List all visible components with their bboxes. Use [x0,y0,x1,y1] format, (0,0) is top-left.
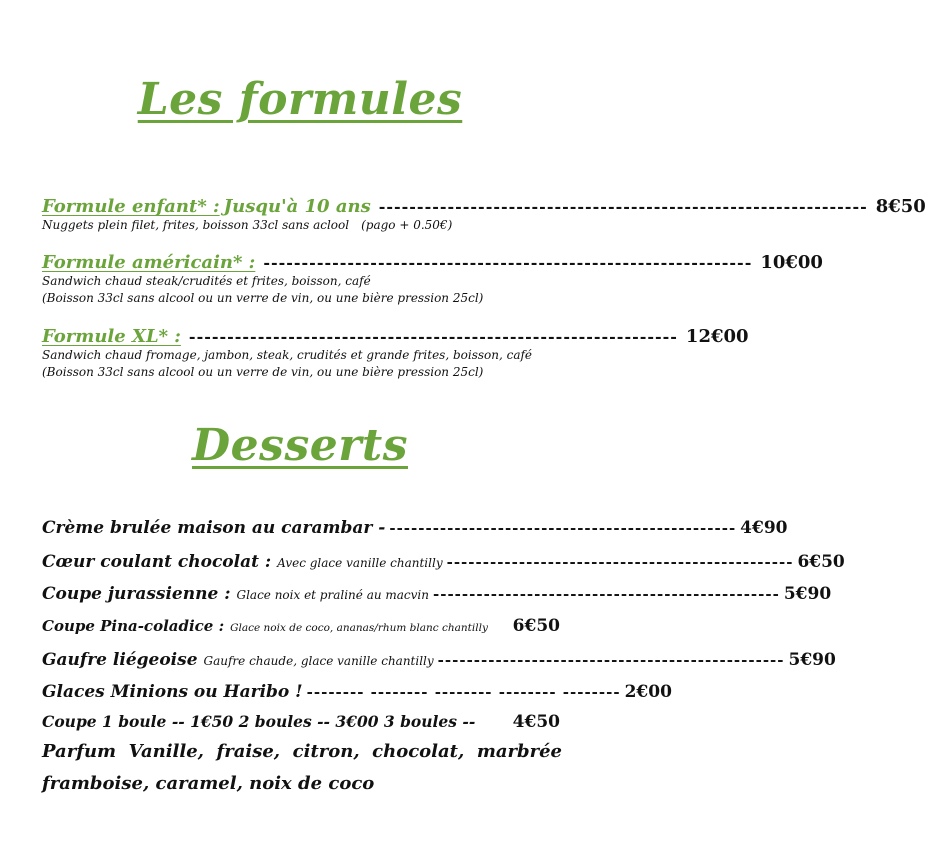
dot-leader: -------- -------- -------- -------- -------- [306,683,621,701]
formule-drink-options: (Boisson 33cl sans alcool ou un verre de vin, ou une bière pression 25cl) [42,365,484,379]
dessert-item [42,584,832,604]
dessert-name: Cœur coulant chocolat : [42,552,272,572]
dot-leader: ---------------------------------------------------------------- [188,327,678,346]
ice-cream-flavors: Parfum Vanille, fraise, citron, chocolat, marbrée framboise, caramel, noix de coco [42,741,562,794]
dessert-item [42,616,560,636]
dot-leader: ------------------------------------------------ [437,651,785,669]
dessert-price: 4€50 [512,712,560,732]
desserts-heading: Desserts [192,420,408,471]
dessert-name: Gaufre liégeoise [42,650,198,670]
dessert-item [42,712,560,732]
formule-americain [42,252,823,307]
formule-enfant [42,196,926,234]
dessert-price: 6€50 [512,616,560,636]
formule-drink-options: (Boisson 33cl sans alcool ou un verre de vin, ou une bière pression 25cl) [42,291,484,305]
formule-age-limit: Jusqu'à 10 ans [223,196,371,217]
formules-heading: Les formules [137,74,463,125]
dessert-description: Glace noix et praliné au macvin [236,588,429,602]
dessert-description: Gaufre chaude, glace vanille chantilly [203,654,434,668]
formule-price: 12€00 [685,326,749,347]
dessert-price: 4€90 [740,518,788,538]
dessert-description: Avec glace vanille chantilly [277,556,443,570]
dot-leader: ------------------------------------------------ [433,585,780,603]
formule-name: Formule XL* : [42,326,181,347]
formule-price: 10€00 [760,252,823,273]
dessert-item [42,650,836,670]
dessert-name: Coupe Pina-coladice : [42,617,225,635]
formule-xl [42,326,749,381]
formule-name: Formule enfant* : [42,196,220,217]
dessert-name: Coupe 1 boule -- 1€50 2 boules -- 3€00 3 boules -- [42,712,476,731]
dessert-item [42,552,845,572]
dessert-price: 2€00 [624,682,672,702]
formule-note: (pago + 0.50€) [361,218,453,232]
dot-leader: ---------------------------------------------------------------- [263,253,753,272]
dot-leader: ------------------------------------------------ [446,553,794,571]
dessert-item [42,682,672,702]
formule-price: 8€50 [875,196,926,217]
formule-description: Nuggets plein filet, frites, boisson 33cl sans aclool (pago + 0.50€) [42,218,453,232]
dessert-price: 6€50 [797,552,845,572]
dessert-name: Crème brulée maison au carambar - [42,518,386,538]
dessert-name: Coupe jurassienne : [42,584,231,604]
formule-description: Sandwich chaud steak/crudités et frites, boisson, café [42,274,371,288]
dessert-name: Glaces Minions ou Haribo ! [42,682,303,702]
dot-leader: ------------------------------------------------ [389,519,737,537]
formule-name: Formule américain* : [42,252,256,273]
dessert-description: Glace noix de coco, ananas/rhum blanc chantilly [230,622,488,634]
formule-description: Sandwich chaud fromage, jambon, steak, crudités et grande frites, boisson, café [42,348,533,362]
dessert-item [42,518,788,538]
dessert-price: 5€90 [788,650,836,670]
dot-leader: ---------------------------------------------------------------- [378,197,868,216]
dessert-price: 5€90 [783,584,832,604]
